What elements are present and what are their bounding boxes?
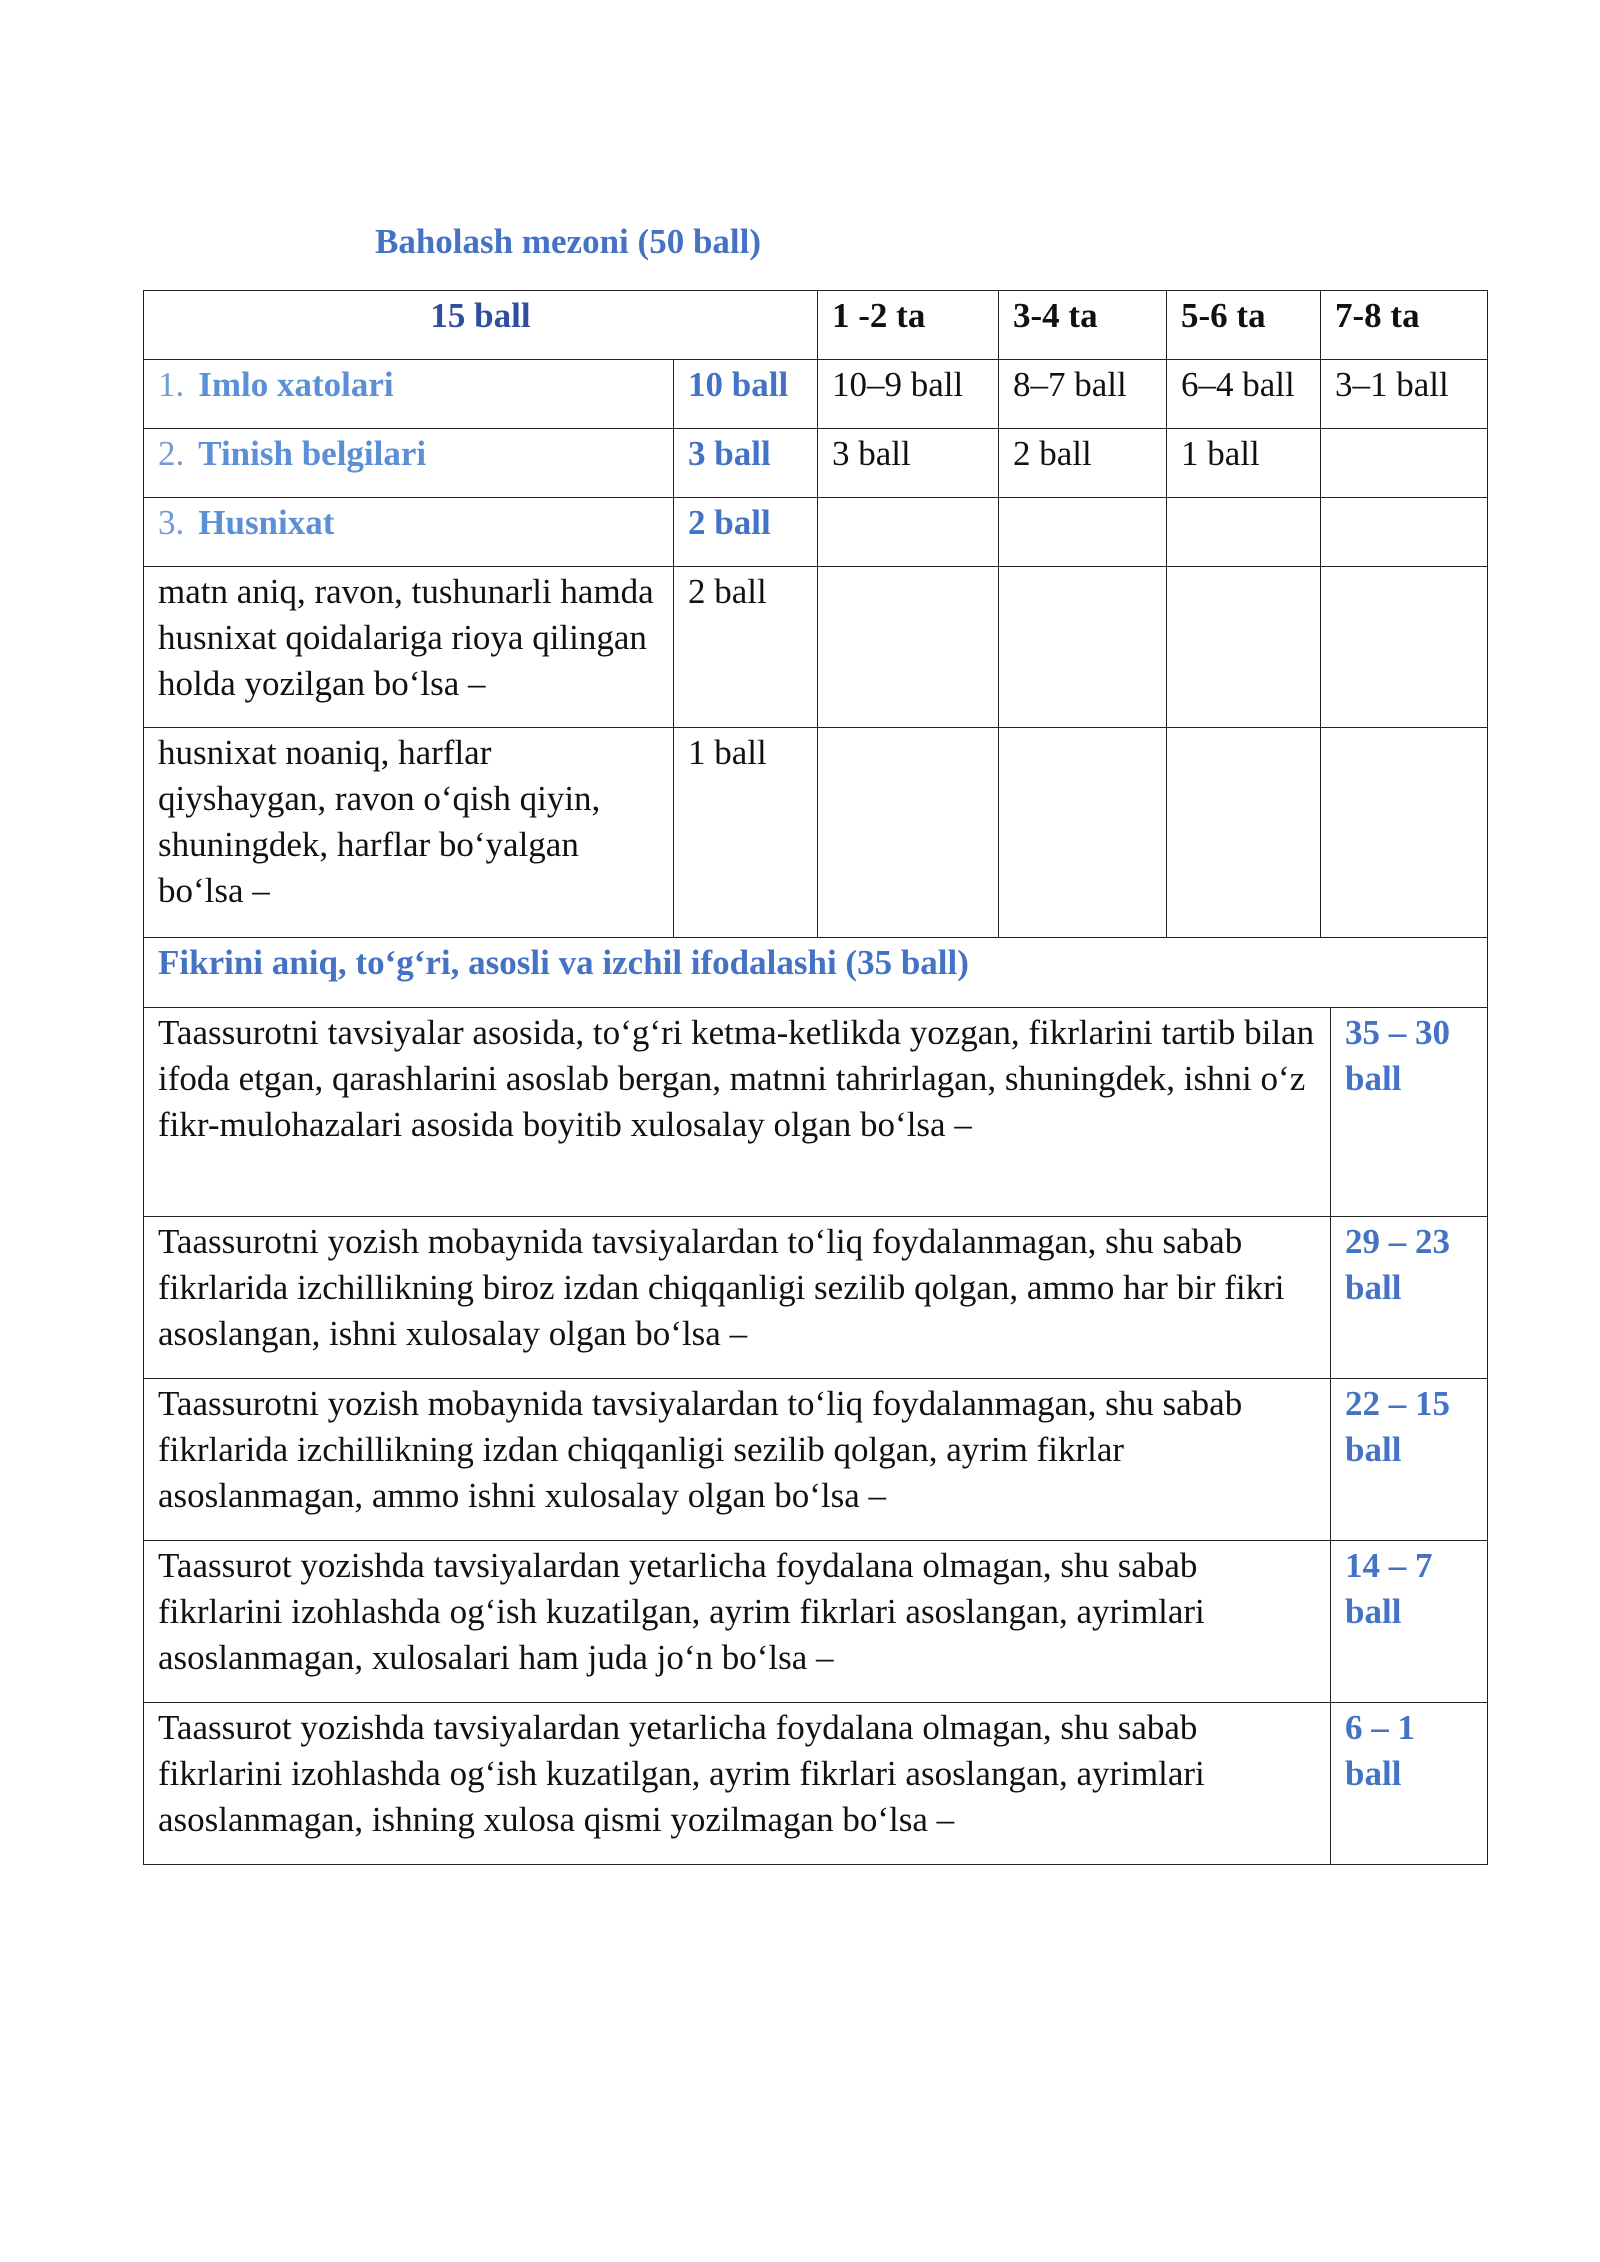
table-row bbox=[144, 1541, 1488, 1703]
score-range-value: 35 – 30 bbox=[1345, 1013, 1450, 1052]
value-cell bbox=[1167, 498, 1321, 567]
value-cell bbox=[1321, 429, 1488, 498]
header-col-3: 5-6 ta bbox=[1167, 291, 1321, 360]
criterion-description: Taassurotni tavsiyalar asosida, to‘g‘ri ketma-ketlikda yozgan, fikrlarini tartib bilan ifoda etgan, qarashlarini asoslab bergan, matnni tahrirlagan, shuningdek, ishni o‘z fikr-mulohazalari asosida boyitib xulosalay olgan bo‘lsa – bbox=[144, 1008, 1331, 1217]
table-row bbox=[144, 498, 1488, 567]
score-range bbox=[1331, 1008, 1488, 1217]
criterion-description: Taassurotni yozish mobaynida tavsiyalardan to‘liq foydalanmagan, shu sabab fikrlarida izchillikning izdan chiqqanligi sezilib qolgan, ayrim fikrlar asoslanmagan, ammo ishni xulosalay olgan bo‘lsa – bbox=[144, 1379, 1331, 1541]
value-cell bbox=[818, 498, 999, 567]
value-cell: 8–7 ball bbox=[999, 360, 1167, 429]
table-row bbox=[144, 1703, 1488, 1865]
empty-cell bbox=[818, 728, 999, 938]
criterion-text: Tinish belgilari bbox=[198, 434, 427, 473]
score-range-value: 14 – 7 bbox=[1345, 1546, 1433, 1585]
header-col-1: 1 -2 ta bbox=[818, 291, 999, 360]
score-range bbox=[1331, 1541, 1488, 1703]
table-row bbox=[144, 1217, 1488, 1379]
sub-criterion-text: matn aniq, ravon, tushunarli hamda husnixat qoidalariga rioya qilingan holda yozilgan bo‘lsa – bbox=[144, 567, 674, 728]
criterion-text: Imlo xatolari bbox=[198, 365, 394, 404]
value-cell: 3–1 ball bbox=[1321, 360, 1488, 429]
item-number: 1. bbox=[158, 365, 185, 404]
table-row bbox=[144, 429, 1488, 498]
empty-cell bbox=[1167, 567, 1321, 728]
value-cell bbox=[999, 498, 1167, 567]
scoring-table-spelling bbox=[143, 290, 1488, 938]
header-total-cell: 15 ball bbox=[144, 291, 818, 360]
criterion-description: Taassurot yozishda tavsiyalardan yetarlicha foydalana olmagan, shu sabab fikrlarini izohlashda og‘ish kuzatilgan, ayrim fikrlari asoslangan, ayrimlari asoslanmagan, ishning xulosa qismi yozilmagan bo‘lsa – bbox=[144, 1703, 1331, 1865]
criterion-description: Taassurot yozishda tavsiyalardan yetarlicha foydalana olmagan, shu sabab fikrlarini izohlashda og‘ish kuzatilgan, ayrim fikrlari asoslangan, ayrimlari asoslanmagan, xulosalari ham juda jo‘n bo‘lsa – bbox=[144, 1541, 1331, 1703]
score-range bbox=[1331, 1217, 1488, 1379]
score-range-value: 29 – 23 bbox=[1345, 1222, 1450, 1261]
table-row bbox=[144, 1379, 1488, 1541]
score-range-value: 6 – 1 bbox=[1345, 1708, 1415, 1747]
section-heading: Fikrini aniq, to‘g‘ri, asosli va izchil ifodalashi (35 ball) bbox=[144, 938, 1488, 1008]
table-row bbox=[144, 567, 1488, 728]
item-number: 2. bbox=[158, 434, 185, 473]
value-cell: 2 ball bbox=[999, 429, 1167, 498]
empty-cell bbox=[999, 567, 1167, 728]
score-range bbox=[1331, 1703, 1488, 1865]
sub-criterion-score: 2 ball bbox=[674, 567, 818, 728]
table-header-row bbox=[144, 291, 1488, 360]
criterion-label bbox=[144, 498, 674, 567]
value-cell: 1 ball bbox=[1167, 429, 1321, 498]
scoring-table-expression bbox=[143, 937, 1488, 1865]
score-unit: ball bbox=[1345, 1268, 1402, 1307]
score-unit: ball bbox=[1345, 1592, 1402, 1631]
criterion-text: Husnixat bbox=[198, 503, 335, 542]
criterion-label bbox=[144, 360, 674, 429]
score-range-value: 22 – 15 bbox=[1345, 1384, 1450, 1423]
header-col-4: 7-8 ta bbox=[1321, 291, 1488, 360]
score-unit: ball bbox=[1345, 1430, 1402, 1469]
value-cell: 3 ball bbox=[818, 429, 999, 498]
empty-cell bbox=[999, 728, 1167, 938]
section-heading-row bbox=[144, 938, 1488, 1008]
table-row bbox=[144, 360, 1488, 429]
value-cell: 6–4 ball bbox=[1167, 360, 1321, 429]
empty-cell bbox=[1321, 728, 1488, 938]
empty-cell bbox=[1321, 567, 1488, 728]
table-row bbox=[144, 728, 1488, 938]
criterion-description: Taassurotni yozish mobaynida tavsiyalardan to‘liq foydalanmagan, shu sabab fikrlarida izchillikning biroz izdan chiqqanligi sezilib qolgan, ammo har bir fikri asoslangan, ishni xulosalay olgan bo‘lsa – bbox=[144, 1217, 1331, 1379]
table-row bbox=[144, 1008, 1488, 1217]
score-unit: ball bbox=[1345, 1059, 1402, 1098]
header-col-2: 3-4 ta bbox=[999, 291, 1167, 360]
sub-criterion-text: husnixat noaniq, harflar qiyshaygan, ravon o‘qish qiyin, shuningdek, harflar bo‘yalgan bo‘lsa – bbox=[144, 728, 674, 938]
value-cell: 10–9 ball bbox=[818, 360, 999, 429]
criterion-label bbox=[144, 429, 674, 498]
item-number: 3. bbox=[158, 503, 185, 542]
page-title: Baholash mezoni (50 ball) bbox=[375, 222, 762, 261]
score-range bbox=[1331, 1379, 1488, 1541]
value-cell bbox=[1321, 498, 1488, 567]
empty-cell bbox=[818, 567, 999, 728]
criterion-score: 10 ball bbox=[674, 360, 818, 429]
empty-cell bbox=[1167, 728, 1321, 938]
sub-criterion-score: 1 ball bbox=[674, 728, 818, 938]
score-unit: ball bbox=[1345, 1754, 1402, 1793]
criterion-score: 2 ball bbox=[674, 498, 818, 567]
criterion-score: 3 ball bbox=[674, 429, 818, 498]
